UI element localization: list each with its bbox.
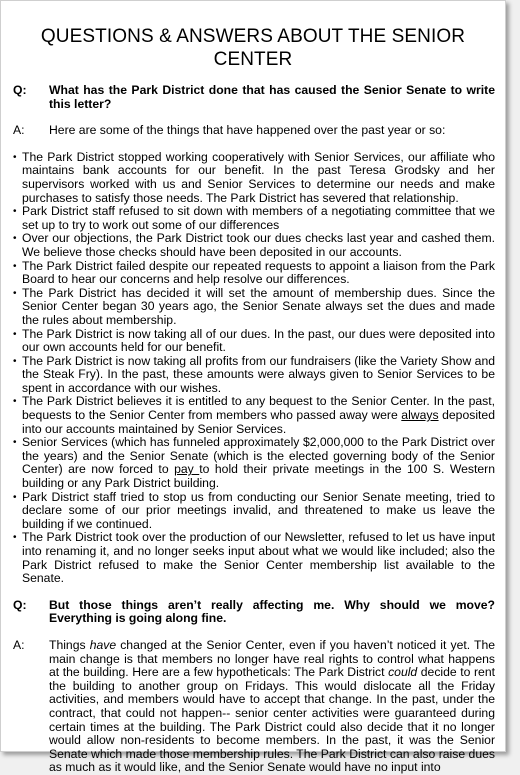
bullet-text <box>22 436 495 490</box>
bullet-text <box>22 395 495 436</box>
bullet-text: The Park District has decided it will set the amount of membership dues. Since the Senior Center began 30 years ago, the Senior Senate always set the dues and made the rules about membership. <box>22 285 495 327</box>
answer-label: A: <box>13 637 25 652</box>
bullet-dot: • <box>13 396 17 408</box>
answer-text <box>49 639 495 775</box>
bullet-text: The Park District is now taking all of our dues. In the past, our dues were deposited into our own accounts held for our benefit. <box>22 326 495 355</box>
answer-2 <box>13 639 495 775</box>
answer-1 <box>13 124 495 138</box>
bullet-dot: • <box>13 437 17 449</box>
bullet-item <box>13 395 495 436</box>
question-text: But those things aren’t really affecting me. Why should we move? Everything is going along fine. <box>49 597 495 626</box>
underlined-text: pay <box>174 462 200 477</box>
question-label: Q: <box>13 83 27 97</box>
bullet-dot: • <box>13 491 17 503</box>
bullet-dot: • <box>13 151 17 163</box>
answer-text-emphasis: could <box>388 665 418 680</box>
bullet-text: The Park District failed despite our repeated requests to appoint a liaison from the Park Board to hear our concerns and help resolve our differences. <box>22 258 495 287</box>
bullet-item <box>13 260 495 287</box>
question-1 <box>13 84 495 111</box>
bullet-item <box>13 355 495 396</box>
bullet-text: Over our objections, the Park District took our dues checks last year and cashed them. We believe those checks should have been deposited in our accounts. <box>22 231 495 259</box>
bullet-dot: • <box>13 260 17 272</box>
bullet-list <box>13 151 495 586</box>
bullet-item <box>13 151 495 205</box>
answer-text-part: changed at the Senior Center, even if you haven’t noticed it yet. The main change is that members no longer have real rights to control what happens at the building. Here are a few hypotheticals: The Park District <box>49 637 496 680</box>
bullet-text-part: Senior Services (which has funneled approximately $2,000,000 to the Park District over the years) and the Senior Senate (which is the elected governing body of the Senior Center) are now forced to <box>22 435 495 477</box>
bullet-text: The Park District is now taking all profits from our fundraisers (like the Variety Show and the Steak Fry). In the past, these amounts were always given to Senior Services to be spent in accordance with our wishes. <box>22 353 495 395</box>
bullet-item <box>13 491 495 532</box>
answer-text-part: decide to rent the building to another group on Fridays. This would dislocate all the Friday activities, and members would have to accept that change. In the past, under the contract, that could not happen-- senior center activities were guaranteed during certain times at the building. The Park District could also decide that it no longer would allow non-residents to become members. In the past, it was the Senior Senate which made those membership rules. The Park District can also raise dues as much as it would like, and the Senior Senate would have no input into <box>49 665 495 775</box>
page-title: QUESTIONS & ANSWERS ABOUT THE SENIOR CENTER <box>40 26 466 70</box>
answer-label: A: <box>13 123 25 138</box>
bullet-item <box>13 328 495 355</box>
bullet-item <box>13 531 495 585</box>
answer-text: Here are some of the things that have happened over the past year or so: <box>49 123 446 138</box>
bullet-text-part: deposited into our accounts maintained by Senior Services. <box>22 408 495 436</box>
question-label: Q: <box>13 597 27 612</box>
bullet-dot: • <box>13 287 17 299</box>
bullet-dot: • <box>13 233 17 245</box>
bullet-item <box>13 232 495 259</box>
underlined-text: always <box>401 408 439 423</box>
answer-text-emphasis: have <box>89 637 117 652</box>
bullet-text: Park District staff refused to sit down with members of a negotiating committee that we set up to try to work out some of our differences <box>22 204 495 232</box>
bullet-item <box>13 436 495 490</box>
document-body <box>1 84 505 775</box>
bullet-text: The Park District stopped working cooperatively with Senior Services, our affiliate who maintains bank accounts for our benefit. In the past Teresa Grodsky and her supervisors worked with us and Senior Services to determine our needs and make purchases to satisfy those needs. The Park District has severed that relationship. <box>22 149 495 205</box>
question-2 <box>13 599 495 626</box>
question-text: What has the Park District done that has caused the Senior Senate to write this letter? <box>49 83 495 111</box>
bullet-item <box>13 287 495 328</box>
answer-text-part: Things <box>49 637 90 652</box>
bullet-dot: • <box>13 355 17 367</box>
bullet-text-part: The Park District believes it is entitled to any bequest to the Senior Center. In the past, bequests to the Senior Center from members who passed away were <box>22 394 495 423</box>
bullet-text-part: to hold their private meetings in the 100 S. Western building or any Park District building. <box>22 462 495 491</box>
bullet-text: The Park District took over the production of our Newsletter, refused to let us have input into renaming it, and no longer seeks input about what we would like included; also the Park District refused to make the Senior Center membership list available to the Senate. <box>22 530 495 586</box>
bullet-dot: • <box>13 328 17 340</box>
bullet-dot: • <box>13 206 17 218</box>
bullet-text: Park District staff tried to stop us from conducting our Senior Senate meeting, tried to declare some of our prior meetings invalid, and threatened to make us leave the building if we continued. <box>22 489 495 531</box>
bullet-dot: • <box>13 532 17 544</box>
bullet-item <box>13 205 495 232</box>
